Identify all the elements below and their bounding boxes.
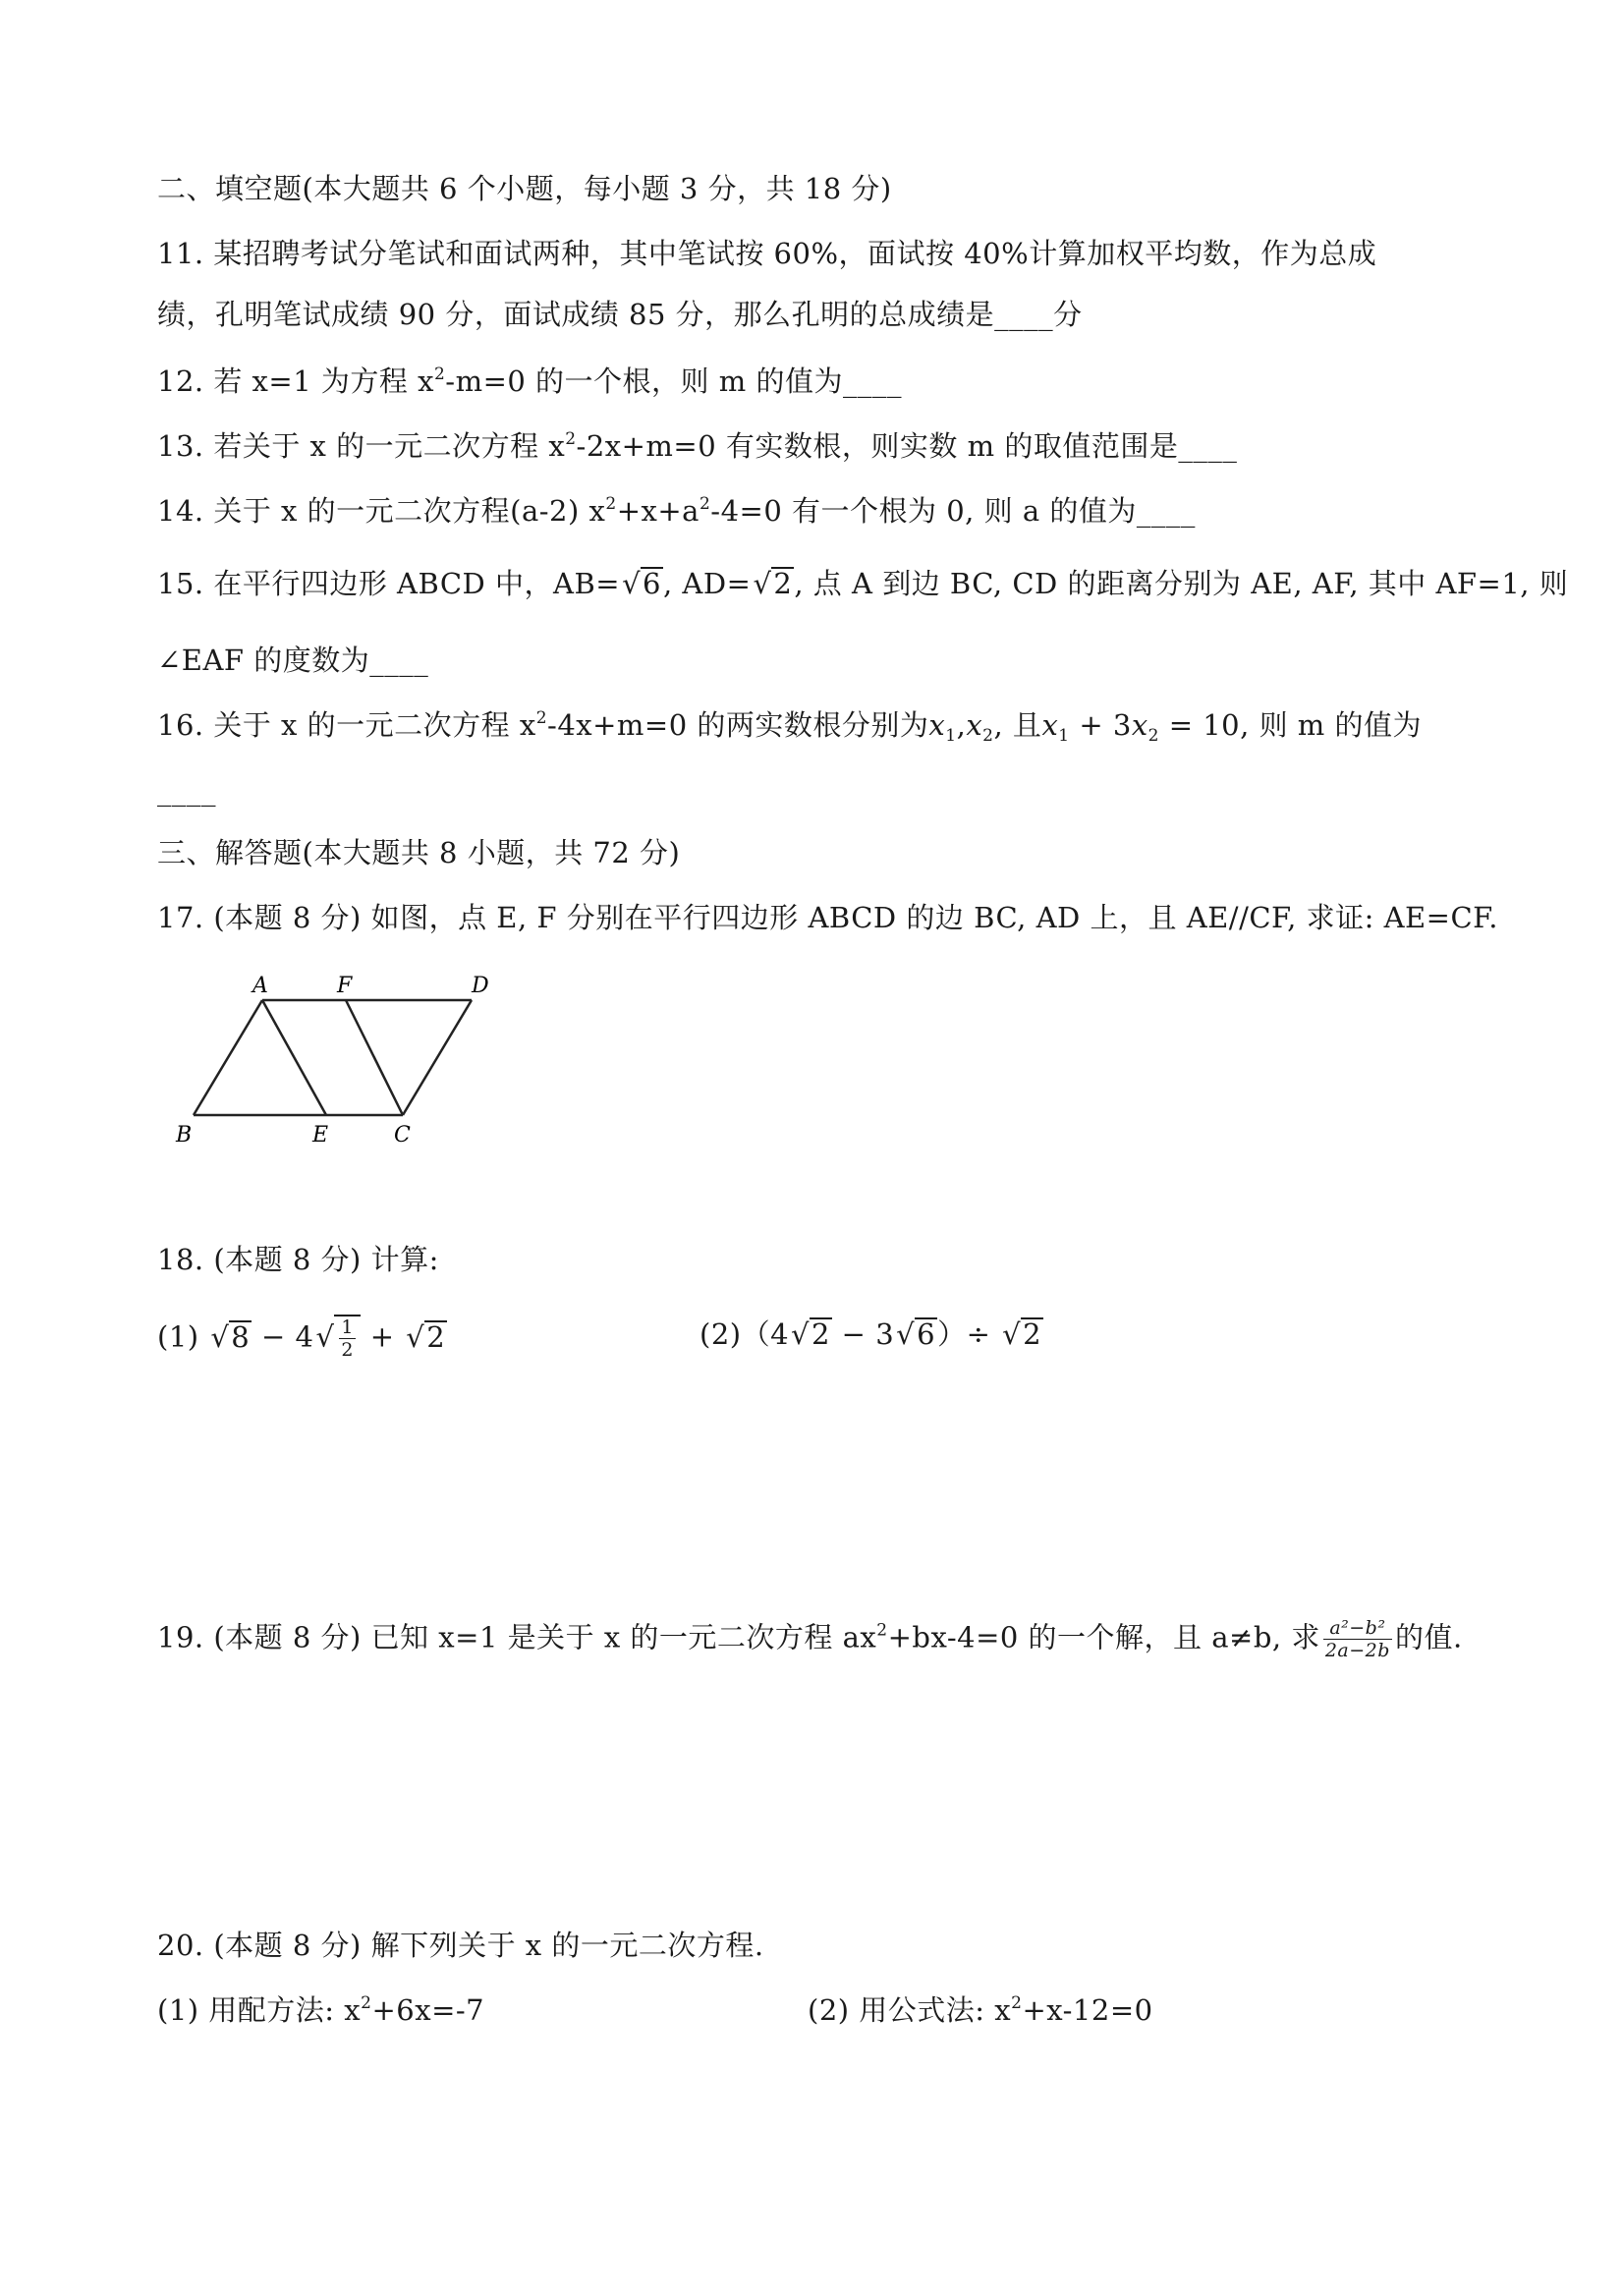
fraction-one-half: $\frac{1}{2}$ xyxy=(341,1316,355,1361)
section-3-title: 三、解答题(本大题共 8 小题，共 72 分) xyxy=(157,836,681,869)
sqrt-half: √ $\frac{1}{2}$ xyxy=(313,1315,361,1361)
question-14: 14. 关于 x 的一元二次方程(a-2) $x^2+x+a^2-4=0$ 有一个根为 0, 则 a 的值为____ xyxy=(157,494,1196,528)
sqrt-2-d: √2 xyxy=(1002,1317,1042,1351)
sqrt-6-b: √6 xyxy=(896,1317,936,1351)
fraction-a2-b2: $\frac{\text{a²−b²}}{2a-2b}$ xyxy=(1324,1617,1390,1661)
label-a: A xyxy=(252,974,268,998)
question-12: 12. 若 x=1 为方程 $x^2-m=0$ 的一个根，则 m 的值为____ xyxy=(157,364,902,398)
question-15-line-1: 15. 在平行四边形 ABCD 中，AB=√6, AD=√2, 点 A 到边 BC, CD 的距离分别为 AE, AF, 其中 AF=1, 则 xyxy=(157,564,1568,603)
question-18-part-1: (1) √8 − 4√ $\frac{1}{2}$ + √2 xyxy=(157,1316,446,1361)
side-dc xyxy=(403,1000,472,1115)
segment-ae xyxy=(262,1000,326,1115)
parallelogram-figure xyxy=(172,973,526,1149)
question-17: 17. (本题 8 分) 如图，点 E, F 分别在平行四边形 ABCD 的边 BC, AD 上，且 AE//CF, 求证: AE=CF. xyxy=(157,901,1498,934)
sqrt-2: √2 xyxy=(753,567,793,600)
label-c: C xyxy=(394,1123,411,1148)
question-20-title: 20. (本题 8 分) 解下列关于 x 的一元二次方程. xyxy=(157,1929,764,1962)
label-f: F xyxy=(337,974,353,998)
sqrt-2-c: √2 xyxy=(791,1317,830,1351)
question-11-line-1: 11. 某招聘考试分笔试和面试两种，其中笔试按 60%，面试按 40%计算加权平均数，作为总成 xyxy=(157,237,1377,270)
question-16-line-1: 16. 关于 x 的一元二次方程 $x^2-4x+m=0$ 的两实数根分别为$x_1,x_2$, 且$x_1 + 3x_2 = 10$, 则 m 的值为 xyxy=(157,708,1423,746)
side-ab xyxy=(194,1000,262,1115)
question-20-part-2: (2) 用公式法: $x^2+x-12=0$ xyxy=(808,1993,1153,2027)
question-18-part-2: (2)（4√2 − 3√6）÷ √2 xyxy=(700,1315,1043,1354)
question-16-line-2: ____ xyxy=(157,773,216,807)
question-13: 13. 若关于 x 的一元二次方程 $x^2-2x+m=0$ 有实数根，则实数 m 的取值范围是____ xyxy=(157,429,1238,463)
question-19: 19. (本题 8 分) 已知 x=1 是关于 x 的一元二次方程 $ax^2+bx-4=0$ 的一个解，且 a≠b, 求 $\frac{\text{a²−b²}}{2a-2b}$ 的值. xyxy=(157,1617,1463,1661)
sqrt-2-b: √2 xyxy=(406,1319,446,1354)
question-11-line-2: 绩，孔明笔试成绩 90 分，面试成绩 85 分，那么孔明的总成绩是____分 xyxy=(157,298,1083,331)
sqrt-8: √8 xyxy=(210,1319,251,1354)
section-2-title: 二、填空题(本大题共 6 个小题，每小题 3 分，共 18 分) xyxy=(157,172,892,205)
question-18-title: 18. (本题 8 分) 计算: xyxy=(157,1243,439,1276)
label-d: D xyxy=(472,974,489,998)
segment-fc xyxy=(346,1000,403,1115)
sqrt-6: √6 xyxy=(622,567,661,600)
question-20-part-1: (1) 用配方法: $x^2+6x=-7$ xyxy=(157,1993,485,2027)
label-b: B xyxy=(176,1123,193,1148)
question-15-line-2: ∠EAF 的度数为____ xyxy=(157,644,429,677)
label-e: E xyxy=(312,1123,329,1148)
